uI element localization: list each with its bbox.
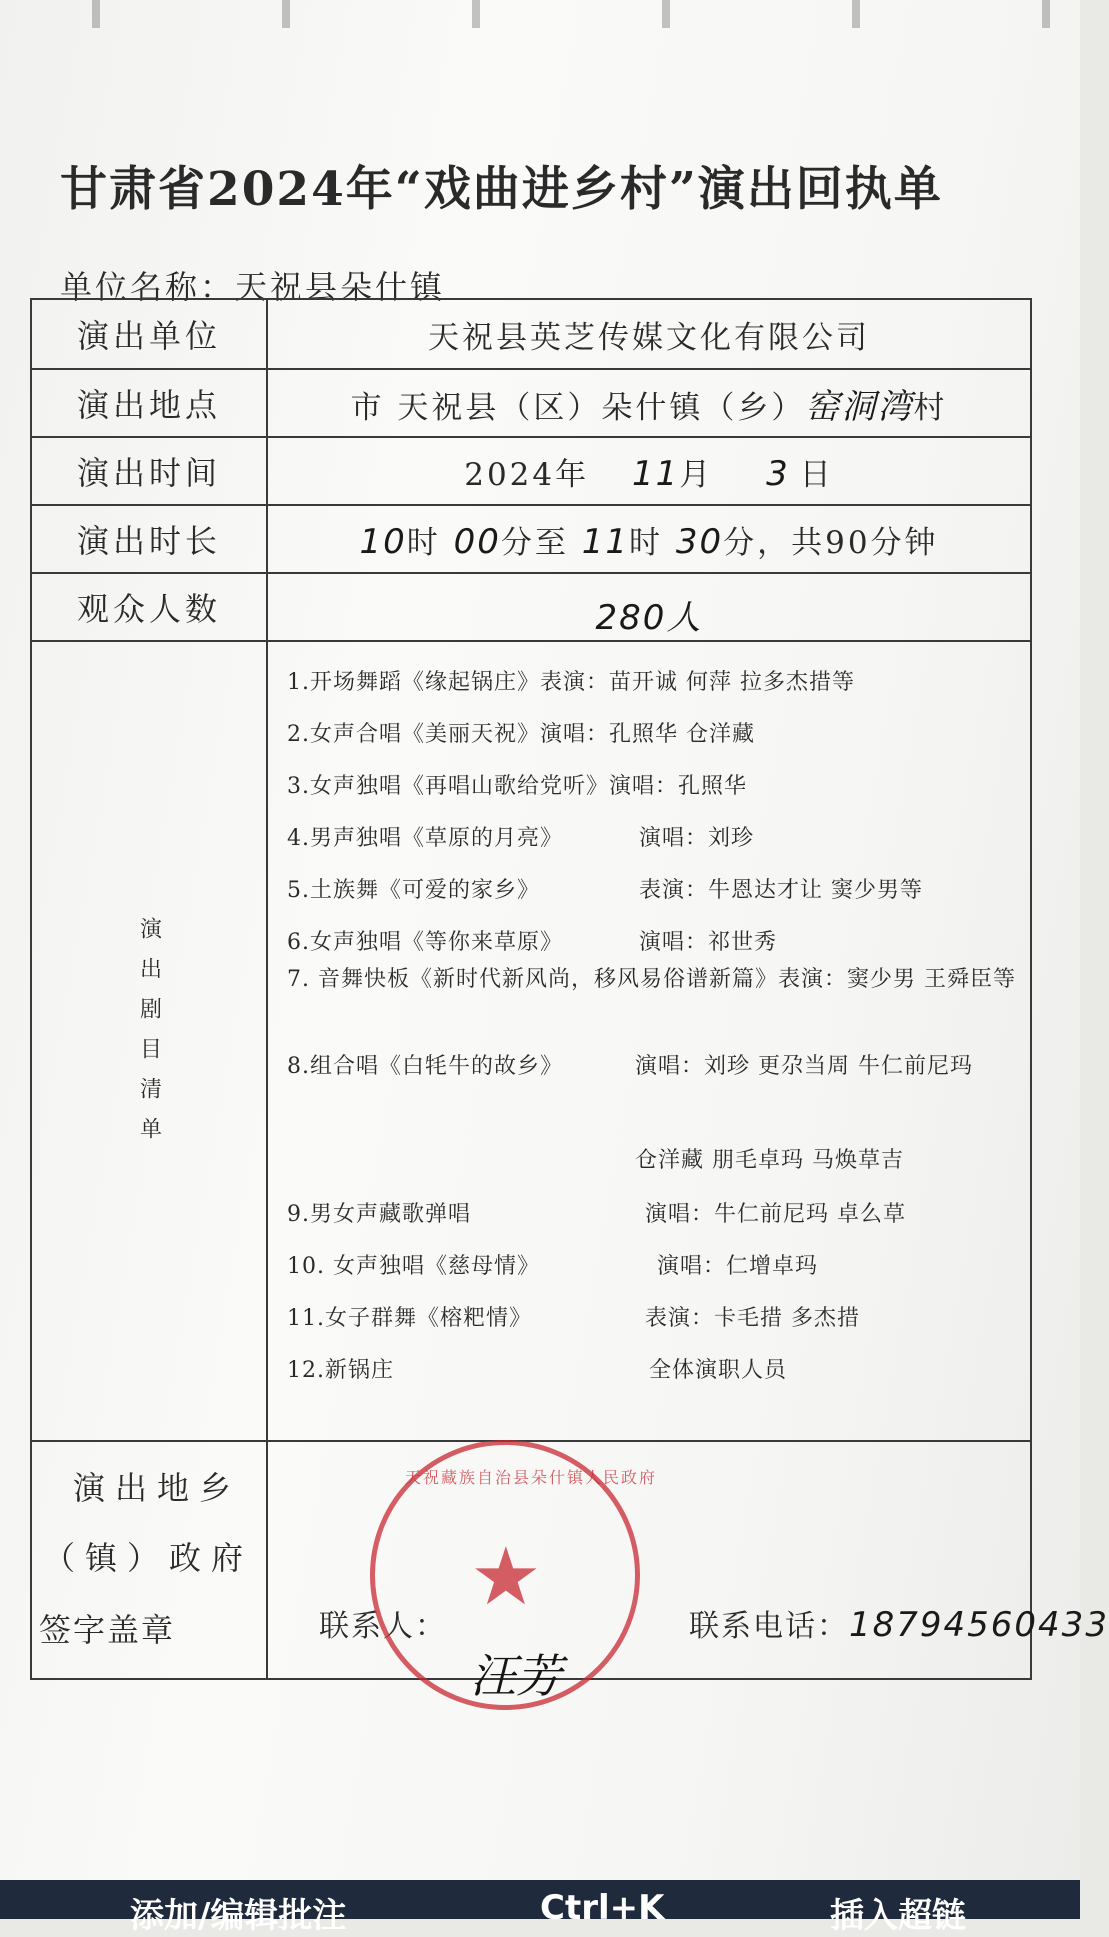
program-item: 3.女声独唱《再唱山歌给党听》演唱：孔照华	[287, 774, 747, 799]
program-performers: 表演：卡毛措 多杰措	[645, 1306, 860, 1331]
location-village-handwritten: 窑洞湾	[805, 386, 914, 427]
contact-person-label: 联系人：	[319, 1609, 447, 1644]
duration-text-2: 分至	[500, 524, 569, 561]
duration-start-minute: 00	[453, 521, 501, 562]
row-location	[31, 369, 1031, 437]
time-month-handwritten: 11	[632, 453, 680, 494]
sign-label-line-3: 签字盖章	[39, 1611, 176, 1649]
bottom-toolbar	[0, 1880, 1080, 1936]
duration-text-1: 时	[406, 524, 441, 561]
program-item: 8.组合唱《白牦牛的故乡》	[287, 1054, 563, 1079]
program-item: 2.女声合唱《美丽天祝》演唱：孔照华 仓洋藏	[287, 722, 755, 747]
row-duration	[31, 505, 1031, 573]
contact-phone	[689, 1601, 1109, 1645]
program-item: 6.女声独唱《等你来草原》	[287, 930, 563, 955]
program-item: 4.男声独唱《草原的月亮》	[287, 826, 563, 851]
unit-name-line: 单位名称：天祝县朵什镇	[60, 268, 446, 306]
duration-end-hour: 11	[581, 521, 629, 562]
document-title: 甘肃省2024年“戏曲进乡村”演出回执单	[60, 162, 943, 217]
label-location: 演出地点	[31, 369, 267, 437]
sign-label-box	[33, 1443, 265, 1677]
time-year: 2024年	[464, 456, 590, 493]
program-performers: 演唱：刘珍 更尕当周 牛仁前尼玛	[635, 1054, 973, 1079]
seal-text: 天祝藏族自治县朵什镇人民政府	[405, 1468, 658, 1487]
row-time	[31, 437, 1031, 505]
program-item: 9.男女声藏歌弹唱	[287, 1202, 471, 1227]
duration-end-minute: 30	[675, 521, 724, 562]
program-list	[269, 643, 1029, 1439]
duration-start-hour: 10	[359, 521, 407, 562]
time-day-unit: 日	[799, 456, 834, 493]
program-performers: 演唱：仁增卓玛	[657, 1254, 819, 1279]
label-audience: 观众人数	[31, 573, 267, 641]
time-month-unit: 月	[679, 456, 714, 493]
program-item: 10. 女声独唱《慈母情》	[287, 1254, 540, 1279]
program-performers: 表演：牛恩达才让 窦少男等	[639, 878, 923, 903]
duration-text-4: 分，共	[723, 524, 826, 561]
duration-text-3: 时	[628, 524, 663, 561]
location-printed: 市 天祝县（区）朵什镇（乡）	[350, 389, 806, 426]
value-location	[267, 369, 1031, 437]
phone-number-handwritten: 18794560433	[849, 1605, 1109, 1645]
program-item: 12.新锅庄	[287, 1358, 394, 1383]
duration-text-5: 分钟	[870, 524, 939, 561]
label-program	[31, 641, 267, 1441]
row-perf-unit	[31, 299, 1031, 369]
insert-hyperlink-button[interactable]: 插入超链	[830, 1896, 966, 1936]
program-performers-continued: 仓洋藏 朋毛卓玛 马焕草吉	[635, 1148, 904, 1173]
program-performers: 全体演职人员	[649, 1358, 788, 1383]
audience-count-handwritten: 280人	[595, 598, 703, 638]
row-program	[31, 641, 1031, 1441]
program-performers: 演唱：牛仁前尼玛 卓么草	[645, 1202, 906, 1227]
phone-label: 联系电话：	[689, 1609, 849, 1644]
value-time	[267, 437, 1031, 505]
value-perf-unit: 天祝县英芝传媒文化有限公司	[267, 299, 1031, 369]
page-top-edge	[0, 0, 1080, 28]
sign-label-line-1: 演出地乡	[73, 1469, 242, 1507]
shortcut-hint: Ctrl+K	[540, 1888, 665, 1928]
duration-total: 90	[825, 524, 871, 561]
star-icon: ★	[470, 1530, 542, 1623]
value-audience	[267, 573, 1031, 641]
program-performers: 演唱：刘珍	[639, 826, 755, 851]
location-suffix: 村	[913, 389, 948, 426]
program-list-cell	[267, 641, 1031, 1441]
contact-signature: 汪芳	[470, 1649, 562, 1703]
sign-label-line-2: （镇）政府	[43, 1539, 254, 1577]
value-duration	[267, 505, 1031, 573]
program-item: 1.开场舞蹈《缘起锅庄》表演：苗开诚 何萍 拉多杰措等	[287, 670, 855, 695]
add-edit-annotation-button[interactable]: 添加/编辑批注	[130, 1896, 347, 1936]
program-item: 5.土族舞《可爱的家乡》	[287, 878, 540, 903]
sign-label-cell	[31, 1441, 267, 1679]
row-audience	[31, 573, 1031, 641]
label-perf-unit: 演出单位	[31, 299, 267, 369]
time-day-handwritten: 3	[766, 453, 790, 494]
program-performers: 演唱：祁世秀	[639, 930, 778, 955]
program-label-vertical: 演出剧目清单	[136, 917, 162, 1157]
label-duration: 演出时长	[31, 505, 267, 573]
label-time: 演出时间	[31, 437, 267, 505]
program-item-wrapped: 7. 音舞快板《新时代新风尚，移风易俗谱新篇》表演：窦少男 王舜臣等	[287, 967, 1016, 992]
program-item: 11.女子群舞《榕粑情》	[287, 1306, 532, 1331]
